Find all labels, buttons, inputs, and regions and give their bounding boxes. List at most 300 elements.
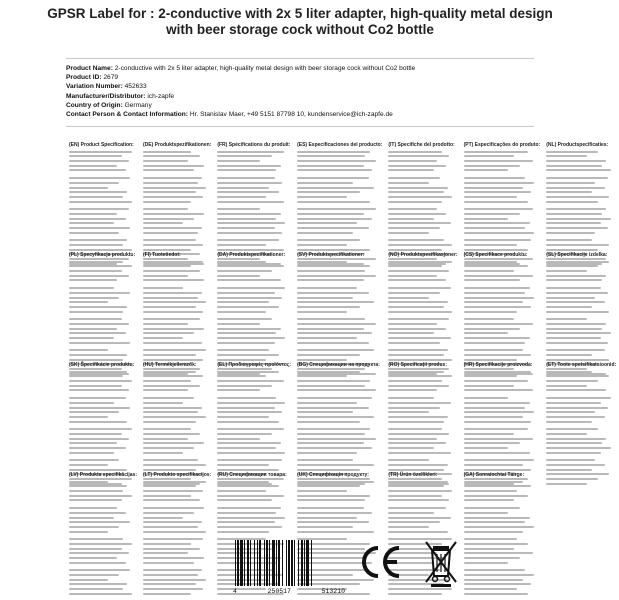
text-line-placeholder	[217, 354, 279, 356]
text-line-placeholder	[546, 433, 587, 435]
text-line-placeholder	[217, 261, 266, 263]
text-line-placeholder	[388, 447, 434, 449]
language-section-heading: (CS) Specifikace produktu:	[463, 252, 528, 258]
language-section-heading: (GA) Sonraíochtaí Táirge:	[463, 472, 525, 478]
text-line-placeholder	[464, 380, 528, 382]
text-line-placeholder	[388, 512, 434, 514]
text-line-placeholder	[69, 328, 117, 330]
text-line-placeholder	[388, 402, 450, 404]
barcode-bar	[259, 540, 261, 586]
text-line-placeholder	[464, 244, 518, 246]
text-line-placeholder	[546, 407, 608, 409]
paragraph-gap	[546, 423, 616, 426]
text-line-placeholder	[464, 218, 508, 220]
barcode-digits	[233, 588, 345, 595]
language-section-heading: (HU) Termékjellemzők:	[142, 362, 197, 368]
paragraph-gap	[69, 313, 137, 316]
text-line-placeholder	[297, 433, 365, 435]
barcode-bar	[264, 540, 265, 586]
text-line-placeholder	[217, 485, 279, 487]
language-section-heading: (SK) Špecifikácie produktu:	[69, 362, 135, 368]
product-id-value: 2679	[103, 74, 119, 82]
text-line-placeholder	[464, 464, 524, 466]
text-line-placeholder	[69, 507, 117, 509]
barcode-bar	[257, 540, 258, 586]
text-line-placeholder	[217, 318, 272, 320]
text-line-placeholder	[217, 428, 283, 430]
text-line-placeholder	[464, 385, 515, 387]
language-section	[66, 358, 140, 468]
text-line-placeholder	[143, 275, 188, 277]
text-line-placeholder	[388, 495, 442, 497]
paragraph-gap	[464, 344, 541, 347]
text-line-placeholder	[546, 177, 608, 179]
text-line-placeholder	[297, 270, 365, 272]
text-line-placeholder	[464, 459, 535, 461]
text-line-placeholder	[69, 191, 127, 193]
text-line-placeholder	[388, 593, 442, 595]
text-line-placeholder	[464, 517, 530, 519]
text-line-placeholder	[546, 208, 606, 210]
barcode-bar	[247, 540, 249, 586]
text-line-placeholder	[297, 490, 346, 492]
language-section-heading: (FI) Tuotetiedot:	[142, 252, 181, 258]
text-line-placeholder	[217, 297, 282, 299]
text-line-placeholder	[143, 517, 183, 519]
text-line-placeholder	[143, 239, 196, 241]
text-line-placeholder	[217, 402, 285, 404]
text-line-placeholder	[217, 218, 276, 220]
paragraph-gap	[217, 344, 291, 347]
text-line-placeholder	[388, 292, 439, 294]
text-line-placeholder	[69, 222, 114, 224]
text-line-placeholder	[69, 416, 108, 418]
text-line-placeholder	[143, 165, 205, 167]
text-line-placeholder	[143, 287, 183, 289]
paragraph-gap	[546, 454, 616, 457]
text-line-placeholder	[546, 354, 592, 356]
page-title: GPSR Label for : 2-conductive with 2x 5 liter adapter, high-quality metal design with beer storage cock without Co2 bottle	[47, 6, 553, 37]
language-section-heading: (EL) Προδιαγραφές προϊόντος:	[217, 362, 292, 368]
text-line-placeholder	[297, 323, 375, 325]
text-line-placeholder	[464, 552, 533, 554]
text-line-placeholder	[69, 292, 130, 294]
text-line-placeholder	[546, 459, 595, 461]
text-line-placeholder	[388, 270, 449, 272]
text-line-placeholder	[464, 261, 518, 263]
text-line-placeholder	[297, 526, 353, 528]
text-line-placeholder	[217, 177, 275, 179]
barcode-bar	[291, 540, 293, 586]
language-section	[461, 248, 544, 358]
text-line-placeholder	[143, 490, 203, 492]
text-line-placeholder	[388, 407, 439, 409]
text-line-placeholder	[217, 332, 276, 334]
language-section-heading: (LT) Produkto specifikacijos:	[142, 472, 212, 478]
paragraph-gap	[388, 171, 457, 174]
text-line-placeholder	[143, 512, 194, 514]
text-line-placeholder	[297, 354, 360, 356]
language-section-heading: (HR) Specifikacije proizvoda:	[463, 362, 533, 368]
text-line-placeholder	[143, 323, 188, 325]
text-line-placeholder	[546, 447, 610, 449]
text-line-placeholder	[69, 569, 130, 571]
barcode-digit-group: 250517	[267, 588, 291, 595]
language-section-heading: (ET) Toote spetsifikatsioonid:	[546, 362, 617, 368]
text-line-placeholder	[297, 481, 374, 483]
text-line-placeholder	[143, 265, 191, 267]
text-line-placeholder	[464, 481, 524, 483]
text-line-placeholder	[69, 517, 114, 519]
text-line-placeholder	[143, 227, 202, 229]
text-line-placeholder	[546, 292, 608, 294]
country-of-origin-value: Germany	[124, 101, 152, 109]
language-section	[543, 138, 619, 248]
text-line-placeholder	[546, 270, 587, 272]
divider	[66, 58, 534, 59]
text-line-placeholder	[143, 177, 202, 179]
paragraph-gap	[388, 344, 457, 347]
contact-row	[66, 110, 586, 119]
text-line-placeholder	[388, 349, 448, 351]
text-line-placeholder	[297, 464, 374, 466]
paragraph-gap	[217, 281, 291, 284]
text-line-placeholder	[388, 332, 434, 334]
text-line-placeholder	[69, 306, 127, 308]
text-line-placeholder	[388, 438, 436, 440]
language-section-heading: (DE) Produktspezifikationen:	[142, 142, 212, 148]
language-section	[214, 138, 294, 248]
text-line-placeholder	[464, 177, 525, 179]
text-line-placeholder	[143, 151, 191, 153]
text-line-placeholder	[217, 265, 283, 267]
text-line-placeholder	[297, 507, 364, 509]
text-line-placeholder	[546, 411, 595, 413]
text-line-placeholder	[217, 155, 272, 157]
text-line-placeholder	[546, 328, 602, 330]
paragraph-gap	[297, 171, 382, 174]
text-line-placeholder	[69, 297, 119, 299]
text-line-placeholder	[217, 244, 266, 246]
text-line-placeholder	[388, 442, 446, 444]
barcode-digit-group: 4	[233, 588, 237, 595]
language-section	[294, 248, 385, 358]
barcode-bar	[276, 540, 277, 586]
text-line-placeholder	[217, 208, 260, 210]
text-line-placeholder	[69, 270, 122, 272]
paragraph-gap	[143, 501, 211, 504]
text-line-placeholder	[69, 411, 119, 413]
language-section-heading: (NO) Produktspesifikasjoner:	[388, 252, 458, 258]
text-line-placeholder	[464, 151, 528, 153]
text-line-placeholder	[464, 297, 535, 299]
text-line-placeholder	[69, 538, 123, 540]
paragraph-gap	[69, 344, 137, 347]
language-section	[385, 358, 460, 468]
text-line-placeholder	[217, 287, 285, 289]
language-section-heading: (FR) Spécifications du produit:	[217, 142, 291, 148]
text-line-placeholder	[388, 507, 446, 509]
text-line-placeholder	[546, 416, 605, 418]
paragraph-gap	[388, 533, 457, 536]
text-line-placeholder	[546, 244, 609, 246]
paragraph-gap	[69, 423, 137, 426]
paragraph-gap	[143, 423, 211, 426]
text-line-placeholder	[217, 196, 266, 198]
text-line-placeholder	[69, 380, 132, 382]
text-line-placeholder	[217, 464, 269, 466]
paragraph-gap	[217, 501, 291, 504]
text-line-placeholder	[297, 191, 360, 193]
text-line-placeholder	[388, 354, 443, 356]
paragraph-gap	[464, 313, 541, 316]
text-line-placeholder	[217, 407, 275, 409]
text-line-placeholder	[297, 375, 346, 377]
text-line-placeholder	[297, 371, 360, 373]
paragraph-gap	[464, 423, 541, 426]
text-line-placeholder	[297, 218, 372, 220]
text-line-placeholder	[143, 306, 196, 308]
text-line-placeholder	[546, 239, 592, 241]
text-line-placeholder	[143, 557, 205, 559]
text-line-placeholder	[143, 292, 202, 294]
variation-number-row	[66, 82, 586, 91]
language-section-heading: (SV) Produktspecifikationer:	[297, 252, 365, 258]
paragraph-gap	[297, 313, 382, 316]
text-line-placeholder	[297, 397, 372, 399]
barcode-bar	[294, 540, 295, 586]
text-line-placeholder	[464, 442, 521, 444]
text-line-placeholder	[69, 433, 122, 435]
text-line-placeholder	[464, 428, 528, 430]
text-line-placeholder	[143, 447, 194, 449]
text-line-placeholder	[217, 442, 280, 444]
text-line-placeholder	[69, 397, 126, 399]
text-line-placeholder	[388, 196, 452, 198]
text-line-placeholder	[464, 521, 525, 523]
contact-label: Contact Person & Contact Information:	[66, 111, 188, 119]
text-line-placeholder	[69, 265, 132, 267]
language-section	[461, 358, 544, 468]
text-line-placeholder	[388, 187, 448, 189]
text-line-placeholder	[388, 485, 443, 487]
text-line-placeholder	[297, 239, 360, 241]
text-line-placeholder	[217, 239, 279, 241]
paragraph-gap	[546, 344, 616, 347]
text-line-placeholder	[464, 332, 508, 334]
language-section	[385, 138, 460, 248]
paragraph-gap	[546, 234, 616, 237]
product-name-row	[66, 64, 586, 73]
crossed-out-wheelie-bin-icon	[422, 538, 460, 588]
text-line-placeholder	[217, 328, 280, 330]
paragraph-gap	[297, 203, 382, 206]
text-line-placeholder	[69, 548, 122, 550]
language-section	[214, 248, 294, 358]
text-line-placeholder	[217, 507, 280, 509]
text-line-placeholder	[546, 196, 609, 198]
language-section	[461, 468, 544, 578]
language-section	[140, 358, 214, 468]
text-line-placeholder	[143, 521, 202, 523]
paragraph-gap	[388, 313, 457, 316]
barcode-bar	[282, 540, 283, 586]
text-line-placeholder	[388, 428, 442, 430]
text-line-placeholder	[217, 227, 275, 229]
text-line-placeholder	[69, 402, 114, 404]
text-line-placeholder	[69, 485, 127, 487]
product-name-label: Product Name:	[66, 65, 113, 72]
language-section	[294, 138, 385, 248]
text-line-placeholder	[464, 349, 524, 351]
text-line-placeholder	[69, 385, 122, 387]
text-line-placeholder	[464, 239, 531, 241]
text-line-placeholder	[69, 323, 129, 325]
text-line-placeholder	[143, 191, 196, 193]
text-line-placeholder	[143, 593, 191, 595]
text-line-placeholder	[217, 385, 272, 387]
text-line-placeholder	[217, 160, 260, 162]
text-line-placeholder	[69, 543, 132, 545]
text-line-placeholder	[546, 275, 606, 277]
text-line-placeholder	[143, 160, 188, 162]
text-line-placeholder	[69, 177, 130, 179]
barcode-bar	[298, 540, 299, 586]
text-line-placeholder	[464, 397, 508, 399]
text-line-placeholder	[388, 287, 450, 289]
language-section	[140, 138, 214, 248]
text-line-placeholder	[388, 464, 448, 466]
country-of-origin-label: Country of Origin:	[66, 101, 123, 109]
text-line-placeholder	[69, 552, 129, 554]
paragraph-gap	[217, 423, 291, 426]
text-line-placeholder	[388, 411, 428, 413]
text-line-placeholder	[464, 583, 531, 585]
language-section-heading: (LV) Produkta specifikācijas:	[69, 472, 137, 478]
text-line-placeholder	[217, 481, 269, 483]
text-line-placeholder	[69, 495, 132, 497]
text-line-placeholder	[217, 380, 283, 382]
text-line-placeholder	[546, 380, 598, 382]
text-line-placeholder	[464, 433, 515, 435]
text-line-placeholder	[217, 397, 276, 399]
text-line-placeholder	[464, 495, 528, 497]
text-line-placeholder	[69, 407, 130, 409]
text-line-placeholder	[143, 337, 183, 339]
text-line-placeholder	[217, 459, 282, 461]
text-line-placeholder	[388, 275, 436, 277]
text-line-placeholder	[217, 411, 282, 413]
text-line-placeholder	[464, 208, 533, 210]
text-line-placeholder	[388, 244, 452, 246]
paragraph-gap	[217, 171, 291, 174]
text-line-placeholder	[297, 227, 369, 229]
paragraph-gap	[69, 501, 137, 504]
barcode-bar	[235, 540, 236, 586]
manufacturer-value: ich-zapfe	[147, 92, 175, 100]
text-line-placeholder	[297, 160, 375, 162]
text-line-placeholder	[217, 517, 285, 519]
text-line-placeholder	[297, 459, 353, 461]
text-line-placeholder	[217, 301, 269, 303]
text-line-placeholder	[69, 588, 123, 590]
barcode-bar	[250, 540, 251, 586]
text-line-placeholder	[388, 323, 436, 325]
text-line-placeholder	[69, 574, 119, 576]
text-line-placeholder	[464, 569, 525, 571]
paragraph-gap	[464, 234, 541, 237]
text-line-placeholder	[464, 507, 521, 509]
manufacturer-label: Manufacturer/Distributor:	[66, 92, 146, 100]
text-line-placeholder	[69, 301, 108, 303]
text-line-placeholder	[297, 495, 370, 497]
text-line-placeholder	[143, 407, 202, 409]
text-line-placeholder	[388, 222, 450, 224]
text-line-placeholder	[464, 375, 518, 377]
text-line-placeholder	[297, 332, 372, 334]
text-line-placeholder	[217, 306, 279, 308]
text-line-placeholder	[297, 155, 365, 157]
text-line-placeholder	[69, 213, 117, 215]
text-line-placeholder	[388, 526, 428, 528]
text-line-placeholder	[388, 371, 443, 373]
product-info	[66, 64, 586, 119]
paragraph-gap	[69, 281, 137, 284]
text-line-placeholder	[464, 354, 531, 356]
text-line-placeholder	[143, 261, 203, 263]
text-line-placeholder	[464, 416, 524, 418]
text-line-placeholder	[143, 297, 198, 299]
barcode-bar	[266, 540, 268, 586]
text-line-placeholder	[143, 349, 206, 351]
paragraph-gap	[464, 203, 541, 206]
language-section	[461, 138, 544, 248]
text-line-placeholder	[217, 438, 260, 440]
text-line-placeholder	[143, 270, 200, 272]
language-section-heading: (SL) Specifikacije izdelka:	[546, 252, 608, 258]
text-line-placeholder	[297, 512, 372, 514]
text-line-placeholder	[143, 495, 191, 497]
text-line-placeholder	[143, 481, 206, 483]
text-line-placeholder	[143, 397, 194, 399]
text-line-placeholder	[69, 354, 127, 356]
text-line-placeholder	[464, 155, 515, 157]
text-line-placeholder	[464, 328, 521, 330]
text-line-placeholder	[69, 557, 117, 559]
paragraph-gap	[464, 171, 541, 174]
text-line-placeholder	[464, 222, 530, 224]
text-line-placeholder	[69, 151, 132, 153]
paragraph-gap	[143, 203, 211, 206]
paragraph-gap	[217, 313, 291, 316]
text-line-placeholder	[388, 459, 428, 461]
text-line-placeholder	[546, 182, 595, 184]
barcode-bar	[254, 540, 255, 586]
text-line-placeholder	[217, 371, 279, 373]
paragraph-gap	[464, 391, 541, 394]
text-line-placeholder	[217, 416, 269, 418]
paragraph-gap	[297, 423, 382, 426]
text-line-placeholder	[143, 218, 194, 220]
text-line-placeholder	[217, 165, 280, 167]
text-line-placeholder	[297, 328, 364, 330]
text-line-placeholder	[69, 318, 122, 320]
paragraph-gap	[143, 313, 211, 316]
paragraph-gap	[297, 344, 382, 347]
language-section	[66, 138, 140, 248]
variation-number-value: 452633	[124, 83, 147, 91]
text-line-placeholder	[546, 187, 605, 189]
